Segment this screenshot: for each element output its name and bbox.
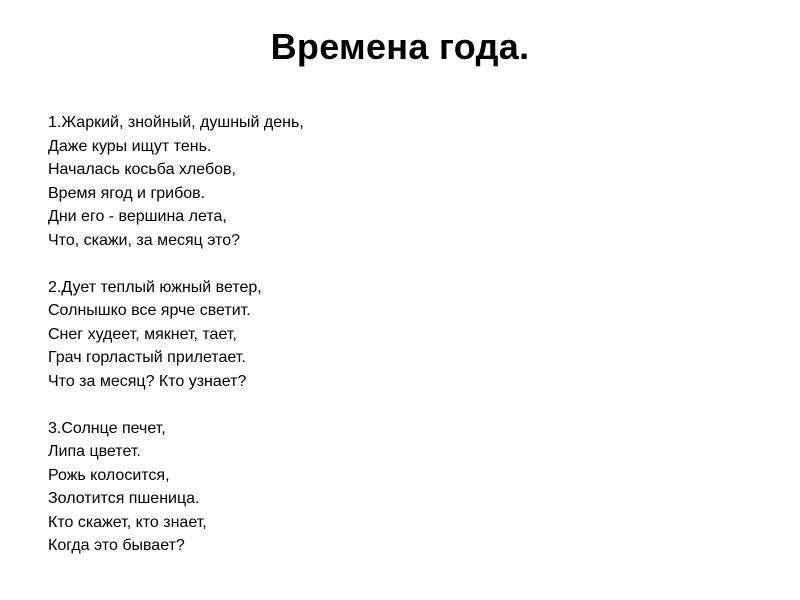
poem-line: Кто скажет, кто знает, bbox=[48, 513, 207, 531]
poem-line: Грач горластый прилетает. bbox=[48, 349, 246, 366]
poem-line: Рожь колосится, bbox=[48, 466, 170, 484]
slide-title: Времена года. bbox=[270, 26, 530, 67]
poem-line: 2.Дует теплый южный ветер, bbox=[48, 278, 262, 296]
poem-line: Снег худеет, мякнет, тает, bbox=[48, 325, 237, 343]
riddle-stanza-1 bbox=[48, 111, 748, 252]
riddle-poems bbox=[48, 111, 748, 581]
poem-line: Золотится пшеница. bbox=[48, 490, 200, 507]
poem-line: Что за месяц? Кто узнает? bbox=[48, 372, 247, 390]
poem-line: Началась косьба хлебов, bbox=[48, 161, 236, 178]
poem-line: Дни его - вершина лета, bbox=[48, 208, 227, 225]
riddle-stanza-3 bbox=[48, 417, 748, 558]
poem-line: Липа цветет. bbox=[48, 443, 141, 460]
poem-line: Когда это бывает? bbox=[48, 537, 185, 554]
poem-line: Солнышко все ярче светит. bbox=[48, 302, 251, 319]
poem-line: Даже куры ищут тень. bbox=[48, 137, 212, 155]
poem-line: Время ягод и грибов. bbox=[48, 184, 206, 202]
poem-line: 3.Солнце печет, bbox=[48, 419, 166, 437]
riddle-stanza-2 bbox=[48, 276, 748, 394]
poem-line: 1.Жаркий, знойный, душный день, bbox=[48, 114, 304, 131]
poem-line: Что, скажи, за месяц это? bbox=[48, 231, 240, 249]
